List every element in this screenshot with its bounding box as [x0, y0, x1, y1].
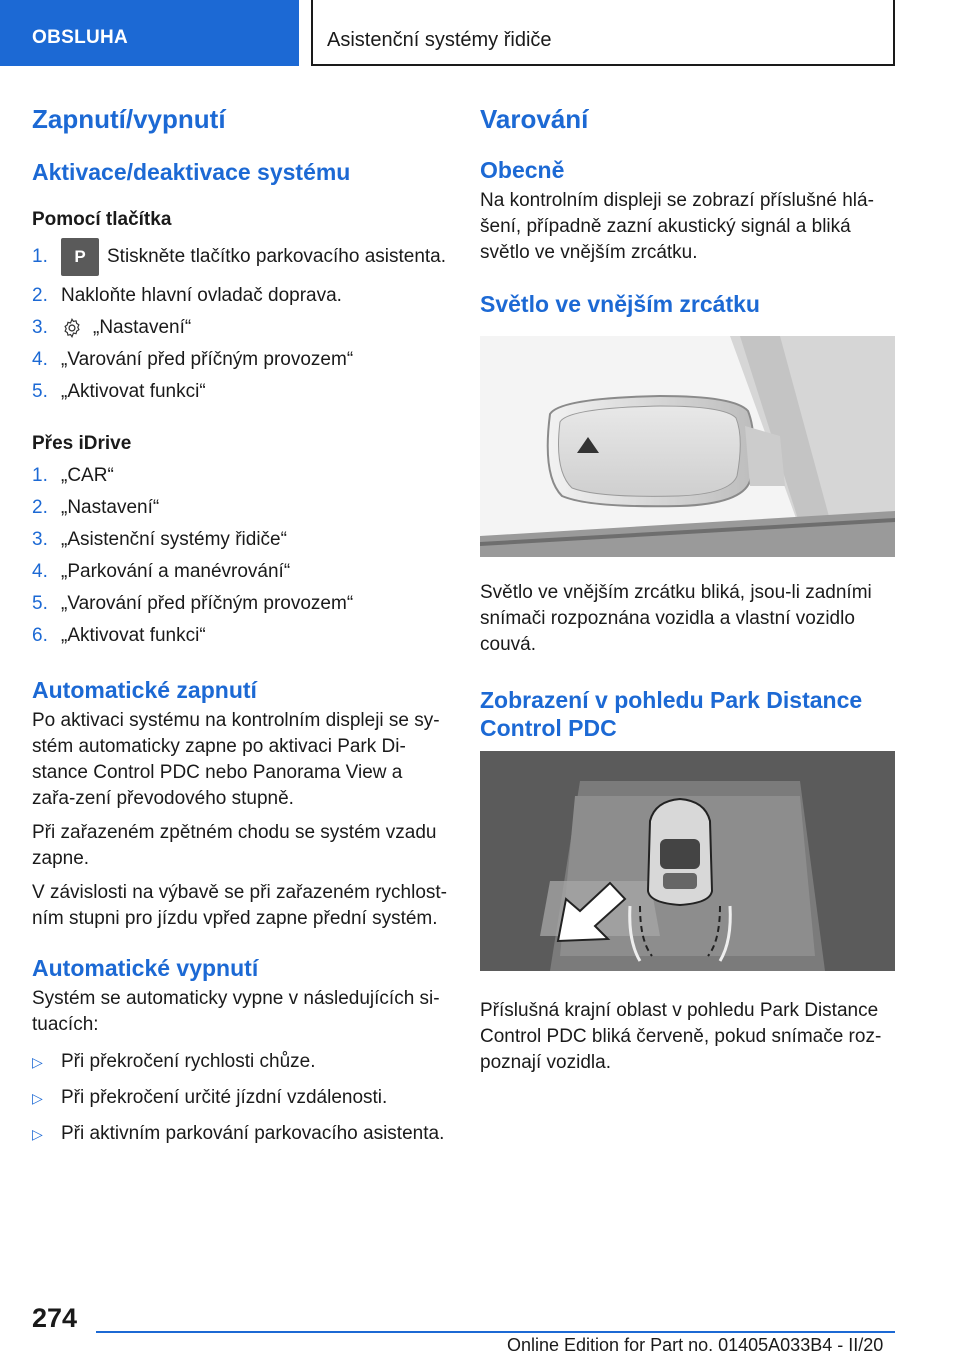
- chapter-title: Asistenční systémy řidiče: [327, 29, 552, 51]
- list-item: ▷ Při překročení určité jízdní vzdálenosti.: [32, 1087, 388, 1108]
- heading-idrive: Přes iDrive: [32, 433, 132, 454]
- mirror-text: Světlo ve vnějším zrcátku bliká, jsou-li zadními snímači rozpoznána vozidla a vlastní vozidlo couvá.: [480, 582, 872, 655]
- auto-on-text-2: Při zařazeném zpětném chodu se systém vzadu zapne.: [32, 822, 437, 869]
- heading-general: Obecně: [480, 157, 565, 183]
- pdc-view-illustration: [480, 751, 895, 971]
- list-item: 3. „Asistenční systémy řidiče“: [32, 529, 287, 550]
- section-tab: [0, 0, 299, 66]
- heading-auto-on: Automatické zapnutí: [32, 677, 257, 703]
- list-item: ▷ Při aktivním parkování parkovacího asistenta.: [32, 1123, 445, 1144]
- triangle-bullet-icon: ▷: [32, 1126, 43, 1142]
- page-number: 274: [32, 1303, 78, 1333]
- section-label: OBSLUHA: [32, 27, 129, 48]
- chapter-header: [311, 0, 895, 66]
- triangle-bullet-icon: ▷: [32, 1054, 43, 1070]
- auto-on-text-1: Po aktivaci systému na kontrolním displeji se sy-stém automaticky zapne po aktivaci Park Di-stance Control PDC nebo Panorama View a zařa-zení převodového stupně.: [32, 710, 440, 809]
- list-item: 3. „Nastavení“: [32, 317, 192, 338]
- list-item: ▷ Při překročení rychlosti chůze.: [32, 1051, 316, 1072]
- side-mirror-illustration: [480, 336, 895, 557]
- general-text: Na kontrolním displeji se zobrazí příslušné hlá-šení, případně zazní akustický signál a bliká světlo ve vnějším zrcátku.: [480, 190, 874, 263]
- heading-mirror-light: Světlo ve vnějším zrcátku: [480, 291, 760, 317]
- triangle-bullet-icon: ▷: [32, 1090, 43, 1106]
- heading-activation: Aktivace/deaktivace systému: [32, 159, 351, 185]
- park-assist-button-icon: P: [61, 238, 99, 276]
- gear-icon: [61, 317, 83, 339]
- heading-on-off: Zapnutí/vypnutí: [32, 104, 226, 134]
- footer-divider: [96, 1331, 895, 1333]
- list-item: 5. „Aktivovat funkci“: [32, 381, 206, 402]
- edition-text: Online Edition for Part no. 01405A033B4 - II/20: [507, 1335, 884, 1355]
- heading-by-button: Pomocí tlačítka: [32, 209, 172, 230]
- list-item: 1. P Stiskněte tlačítko parkovacího asistenta.: [32, 238, 447, 276]
- idrive-steps: [32, 464, 447, 648]
- car-top-view-icon: [648, 799, 712, 905]
- left-column: [32, 100, 447, 1146]
- list-item: 6. „Aktivovat funkci“: [32, 625, 206, 646]
- button-steps: [32, 238, 447, 404]
- heading-auto-off: Automatické vypnutí: [32, 955, 259, 981]
- list-item: 2. Nakloňte hlavní ovladač doprava.: [32, 285, 342, 306]
- auto-off-list: [32, 1050, 447, 1146]
- list-item: 4. „Parkování a manévrování“: [32, 561, 291, 582]
- pdc-text: Příslušná krajní oblast v pohledu Park Distance Control PDC bliká červeně, pokud snímače roz-poznají vozidla.: [480, 1000, 882, 1073]
- list-item: 5. „Varování před příčným provozem“: [32, 593, 354, 614]
- list-item: 1. „CAR“: [32, 465, 114, 486]
- auto-on-text-3: V závislosti na výbavě se při zařazeném rychlost-ním stupni pro jízdu vpřed zapne přední systém.: [32, 882, 447, 929]
- heading-pdc: Zobrazení v pohledu Park Distance Control PDC: [480, 687, 863, 741]
- list-item: 4. „Varování před příčným provozem“: [32, 349, 354, 370]
- auto-off-text: Systém se automaticky vypne v následujících si-tuacích:: [32, 988, 440, 1035]
- heading-warning: Varování: [480, 104, 589, 134]
- list-item: 2. „Nastavení“: [32, 497, 160, 518]
